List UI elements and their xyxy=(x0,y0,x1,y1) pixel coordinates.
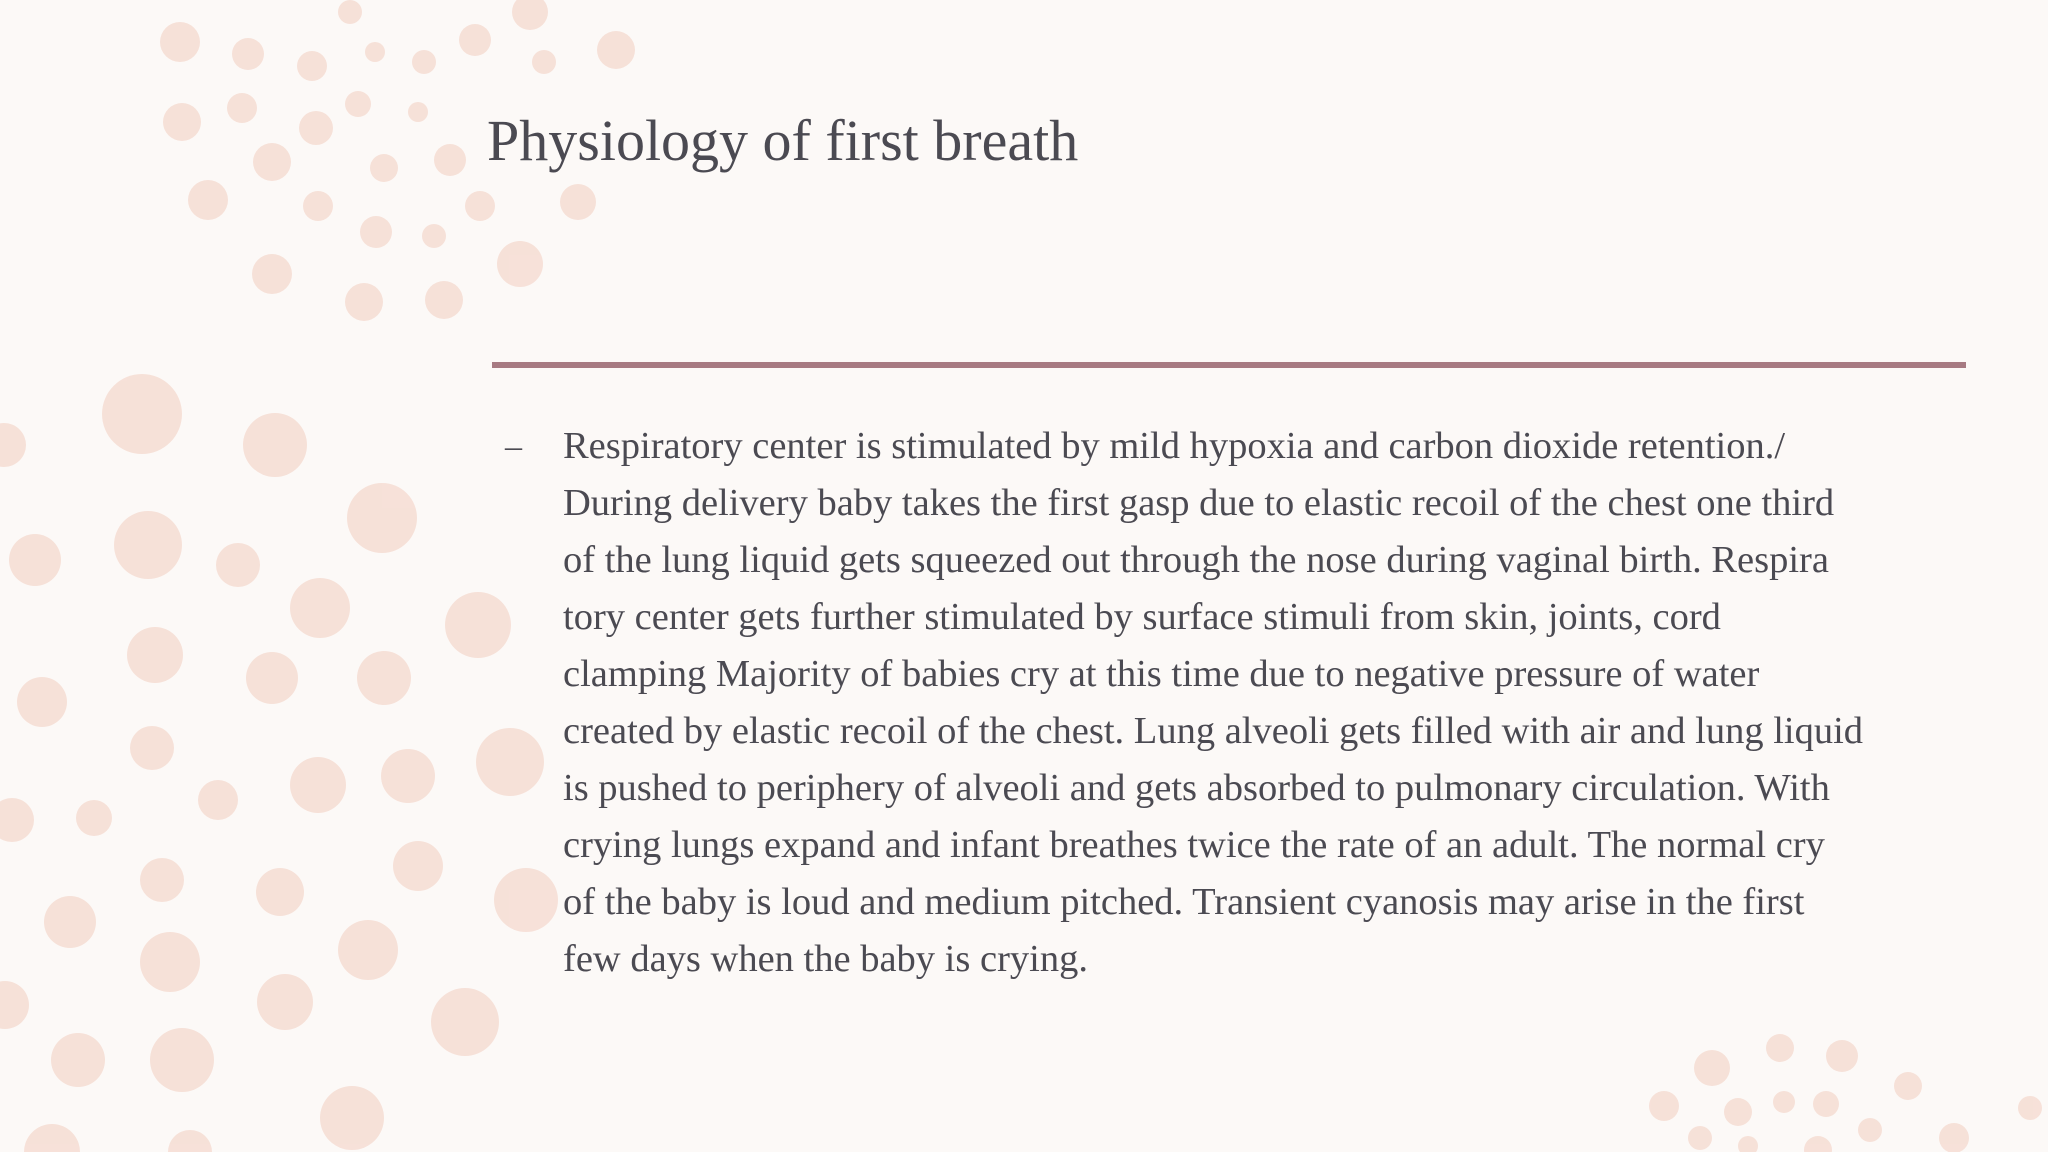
body-text-line: is pushed to periphery of alveoli and gets absorbed to pulmonary circulation. With xyxy=(563,767,1830,809)
body-text-line: tory center gets further stimulated by surface stimuli from skin, joints, cord xyxy=(563,596,1721,638)
body-text-line: Respiratory center is stimulated by mild hypoxia and carbon dioxide retention./ xyxy=(563,425,1786,467)
dash-bullet: – xyxy=(505,428,522,465)
body-text-line: crying lungs expand and infant breathes twice the rate of an adult. The normal cry xyxy=(563,824,1825,866)
body-text-line: created by elastic recoil of the chest. Lung alveoli gets filled with air and lung liquid xyxy=(563,710,1864,752)
body-text-line: During delivery baby takes the first gasp due to elastic recoil of the chest one third xyxy=(563,482,1835,524)
bullet-item xyxy=(505,418,2025,988)
body-text-line: few days when the baby is crying. xyxy=(563,938,1088,980)
body-text-line: of the baby is loud and medium pitched. Transient cyanosis may arise in the first xyxy=(563,881,1805,923)
body-text-line: clamping Majority of babies cry at this time due to negative pressure of water xyxy=(563,653,1760,695)
body-text-list xyxy=(505,418,2025,988)
body-text-line: of the lung liquid gets squeezed out through the nose during vaginal birth. Respira xyxy=(563,539,1829,581)
slide-title: Physiology of first breath xyxy=(487,108,1079,173)
title-divider xyxy=(492,362,1966,368)
